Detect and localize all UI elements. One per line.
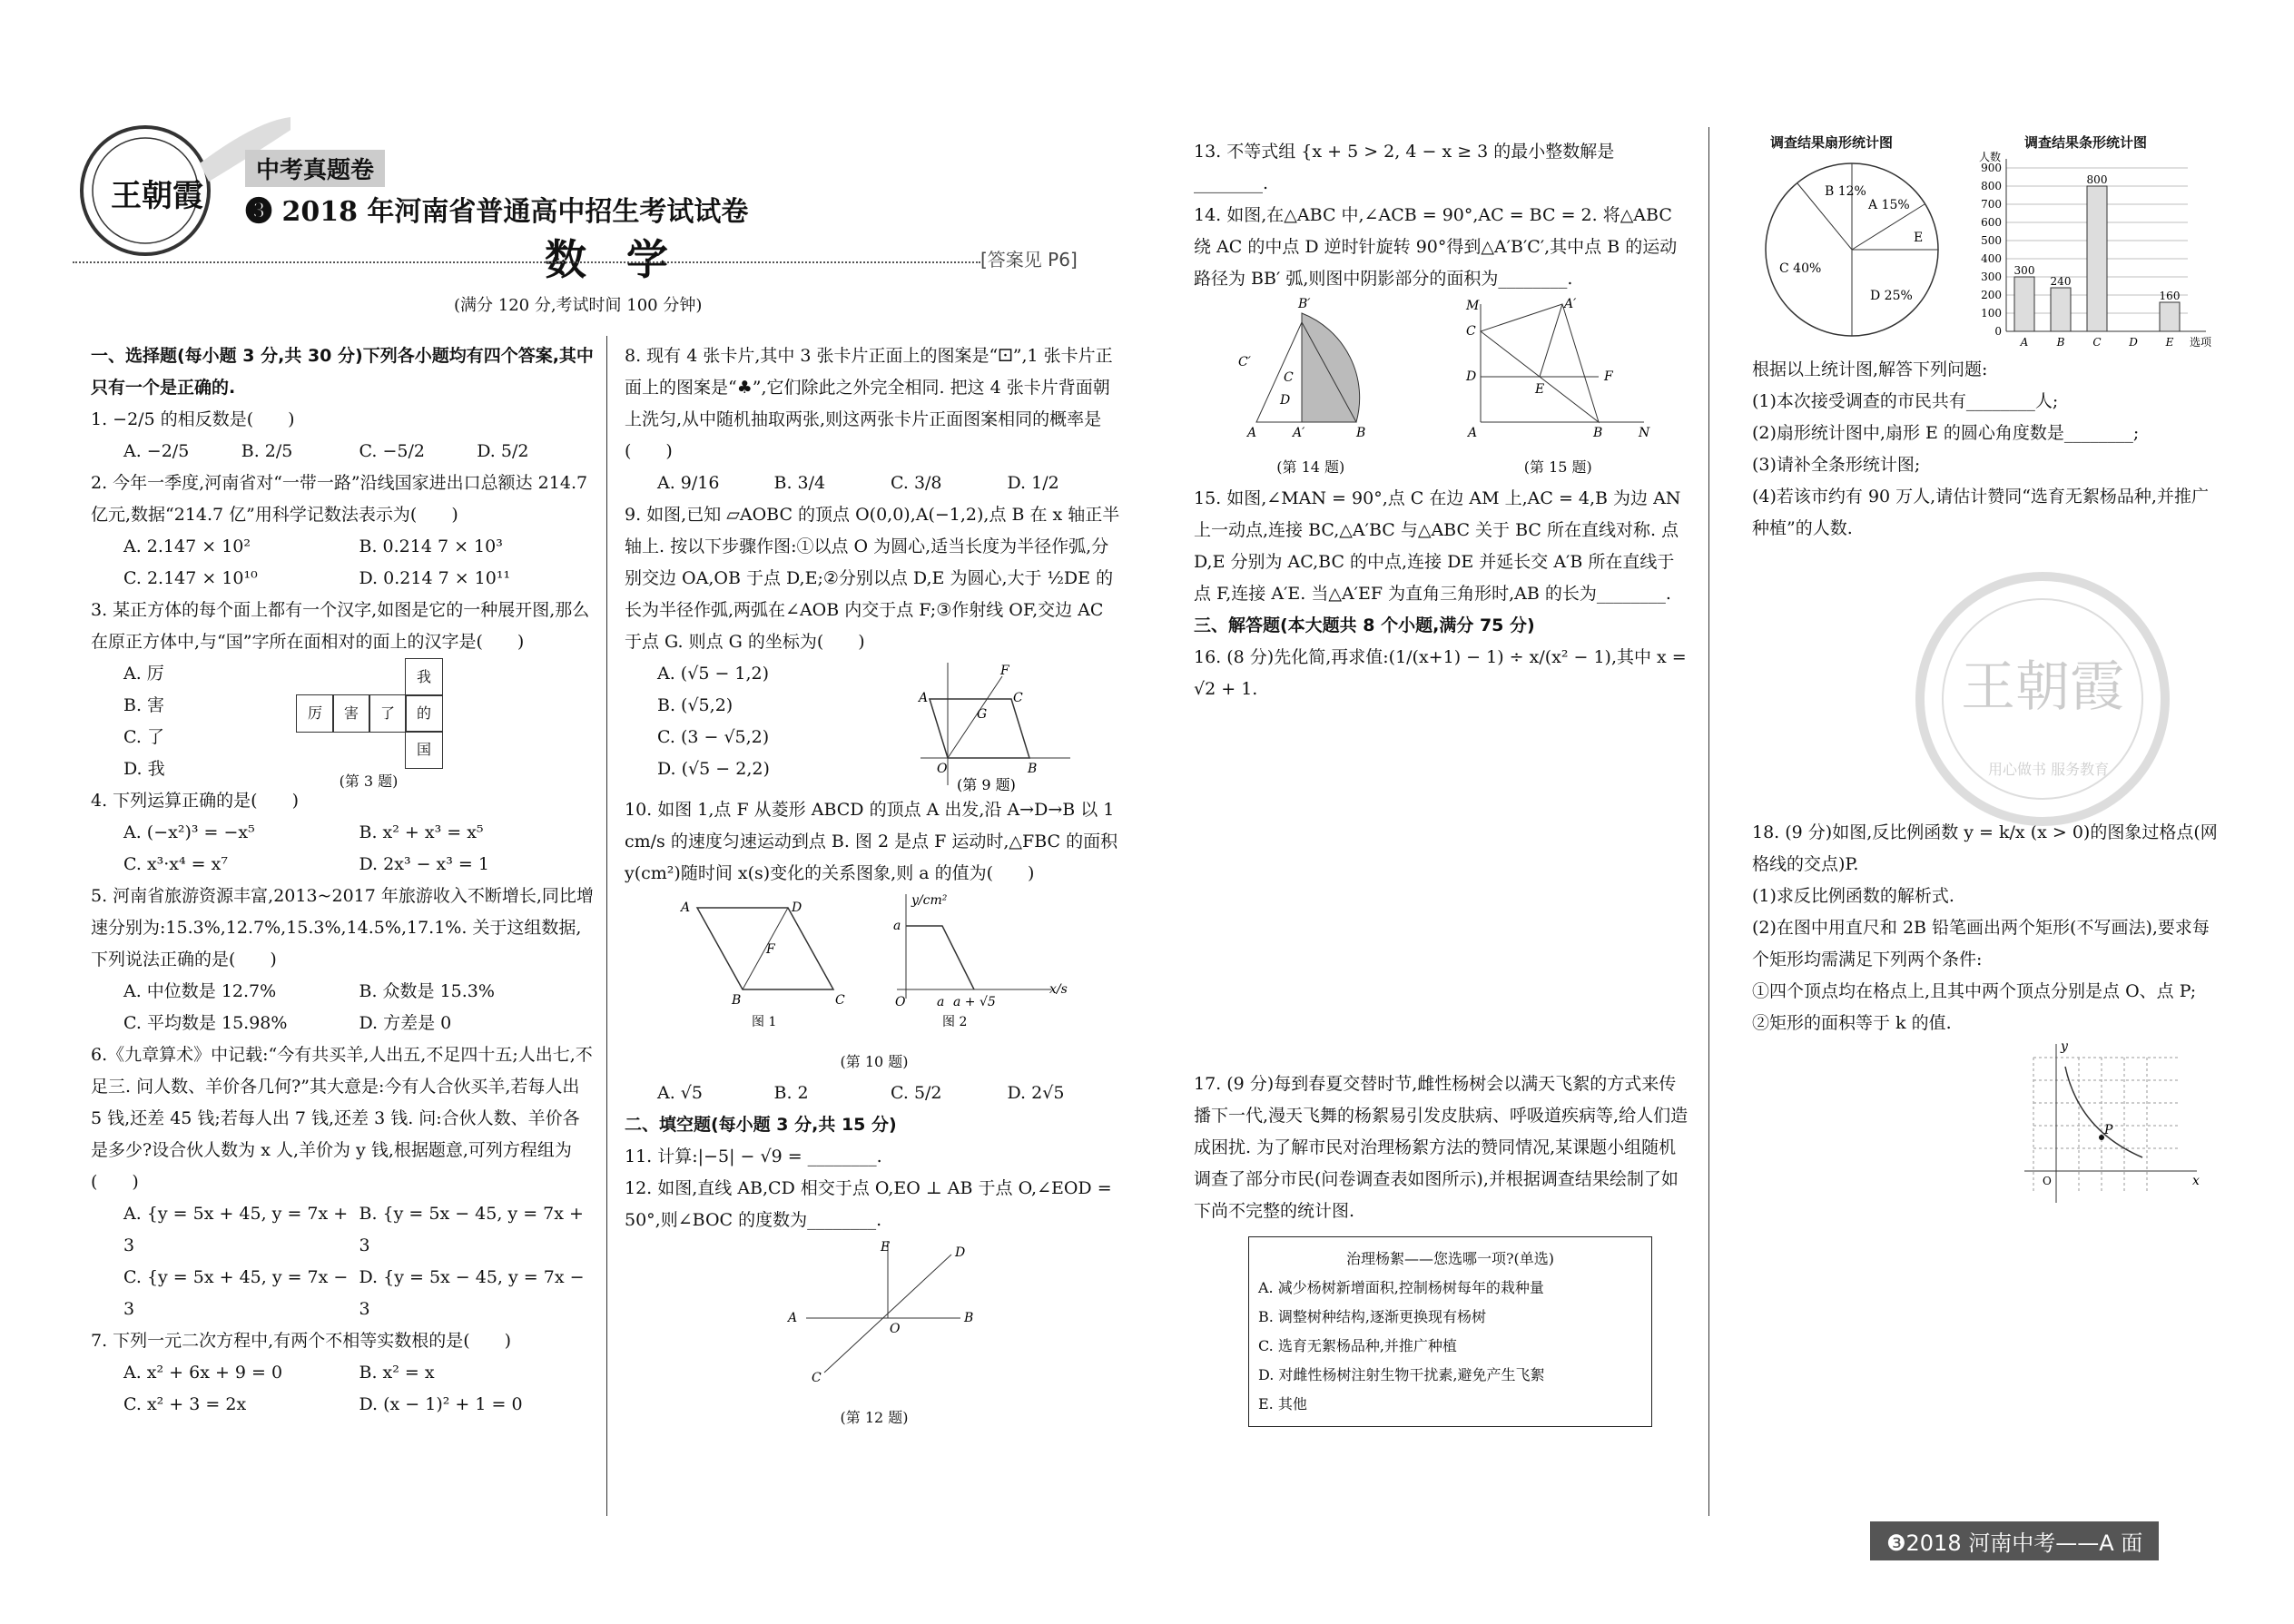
svg-text:D: D: [1466, 369, 1477, 384]
option: D. 方差是 0: [359, 1013, 452, 1033]
svg-text:B: B: [732, 993, 742, 1008]
question-14: 14. 如图,在△ABC 中,∠ACB = 90°,AC = BC = 2. 将△ABC 绕 AC 的中点 D 逆时针旋转 90°得到△A′B′C′,其中点 B 的运动路径为 BB′ 弧,则图中阴影部分的面积为________.: [1194, 205, 1678, 289]
option: B. 众数是 15.3%: [359, 981, 495, 1001]
option: C. 3/8: [891, 473, 942, 493]
option: A. 2.147 × 10²: [123, 536, 251, 556]
svg-text:A: A: [1468, 426, 1478, 440]
option: C. 2.147 × 10¹⁰: [123, 568, 258, 588]
option: D. 0.214 7 × 10¹¹: [359, 568, 511, 588]
x-tick-label: B: [2056, 336, 2065, 349]
option: D. (x − 1)² + 1 = 0: [359, 1394, 523, 1414]
cube-cell: 国: [405, 731, 443, 769]
sub-question-2: (2)扇形统计图中,扇形 E 的圆心角度数是________;: [1752, 423, 2140, 443]
question-18-condition-2: ②矩形的面积等于 k 的值.: [1752, 1013, 1952, 1033]
survey-item: E. 其他: [1258, 1395, 1307, 1412]
question-12-figure: [625, 1236, 1115, 1391]
page-footer: ❸2018 河南中考——A 面: [1870, 1521, 2159, 1560]
svg-text:x/s: x/s: [1049, 982, 1068, 997]
bar-title: 调查结果条形统计图: [2024, 134, 2148, 151]
svg-text:O: O: [895, 995, 906, 1009]
x-axis-label: 选项: [2190, 336, 2212, 349]
option: A. {y = 5x + 45, y = 7x + 3: [123, 1204, 349, 1255]
option: D. 1/2: [1007, 473, 1059, 493]
svg-text:A: A: [919, 691, 929, 705]
divider-1: [606, 336, 607, 1516]
question-8: 8. 现有 4 张卡片,其中 3 张卡片正面上的图案是“⚀”,1 张卡片正面上的图案是“♣”,它们除此之外完全相同. 把这 4 张卡片背面朝上洗匀,从中随机抽取两张,则这两张卡片正面图案相同的概率是( ): [625, 346, 1113, 461]
option: A. −2/5: [123, 441, 190, 461]
question-3: 3. 某正方体的每个面上都有一个汉字,如图是它的一种展开图,那么在原正方体中,与“国”字所在面相对的面上的汉字是( ): [91, 600, 590, 652]
figure-caption: (第 3 题): [339, 773, 399, 790]
svg-text:F: F: [1604, 369, 1613, 384]
badge: 中考真题卷: [245, 150, 385, 187]
option: A. √5: [657, 1083, 703, 1103]
x-tick-label: D: [2129, 336, 2138, 349]
column-3: [1194, 136, 1689, 1427]
svg-text:D: D: [792, 901, 802, 915]
svg-text:a: a: [937, 995, 945, 1009]
pie-label: D 25%: [1870, 289, 1913, 303]
svg-text:M: M: [1466, 299, 1480, 313]
cube-cell: 我: [405, 658, 443, 696]
question-14-figure: [1229, 295, 1393, 440]
exam-meta: (满分 120 分,考试时间 100 分钟): [454, 296, 703, 315]
question-1: 1. −2/5 的相反数是( ): [91, 409, 295, 429]
option: B. 2/5: [241, 441, 293, 461]
svg-text:A′: A′: [1292, 426, 1305, 440]
svg-text:A′: A′: [1564, 297, 1577, 311]
bar-value-label: 160: [2159, 290, 2181, 302]
y-axis-label: 人数: [1979, 151, 2002, 163]
svg-text:C: C: [1283, 370, 1294, 385]
figure-caption: (第 10 题): [840, 1053, 909, 1070]
x-tick-label: E: [2165, 336, 2174, 349]
column-4: [1752, 127, 2224, 1223]
section-3-title: 三、解答题(本大题共 8 个小题,满分 75 分): [1194, 615, 1535, 635]
option: C. x² + 3 = 2x: [123, 1394, 247, 1414]
exam-title: [245, 189, 748, 229]
header: [73, 100, 1153, 315]
option: D. (√5 − 2,2): [657, 759, 770, 779]
bar-value-label: 300: [2013, 264, 2035, 277]
question-17: 17. (9 分)每到春夏交替时节,雌性杨树会以满天飞絮的方式来传播下一代,漫天飞舞的杨絮易引发皮肤病、呼吸道疾病等,给人们造成困扰. 为了解市民对治理杨絮方法的赞同情况,某课题小组随机调查了部分市民(问卷调查表如图所示),并根据调查结果绘制了如下尚不完整的统计图.: [1194, 1074, 1689, 1221]
watermark-subtext: 用心做书 服务教育: [1988, 761, 2110, 778]
y-tick-label: 900: [1981, 162, 2002, 174]
y-tick-label: 500: [1981, 234, 2002, 247]
svg-text:O: O: [937, 762, 948, 776]
question-16: 16. (8 分)先化简,再求值:(1/(x+1) − 1) ÷ x/(x² − 1),其中 x = √2 + 1.: [1194, 647, 1687, 699]
survey-item: C. 选育无絮杨品种,并推广种植: [1258, 1337, 1457, 1354]
pie-label: A 15%: [1868, 198, 1910, 212]
option: C. 5/2: [891, 1083, 942, 1103]
option: A. 中位数是 12.7%: [123, 981, 277, 1001]
section-1-title: 一、选择题(每小题 3 分,共 30 分)下列各小题均有四个答案,其中只有一个是正确的.: [91, 346, 594, 398]
y-tick-label: 100: [1981, 307, 2002, 320]
logo-text: 王朝霞: [111, 178, 203, 214]
svg-text:a: a: [893, 919, 901, 933]
pie-label: B 12%: [1825, 184, 1866, 199]
option: B. 0.214 7 × 10³: [359, 536, 503, 556]
svg-text:G: G: [977, 707, 988, 722]
y-tick-label: 800: [1981, 180, 2002, 192]
question-11: 11. 计算:|−5| − √9 = ________.: [625, 1147, 882, 1166]
figure-caption: 图 1: [752, 1015, 777, 1029]
option: B. 2: [773, 1083, 809, 1103]
figure-caption: (第 14 题): [1276, 458, 1345, 476]
figure-caption: (第 9 题): [957, 776, 1016, 793]
answer-space: [1194, 705, 1689, 1068]
section-2-title: 二、填空题(每小题 3 分,共 15 分): [625, 1115, 897, 1135]
svg-text:B′: B′: [1297, 297, 1311, 311]
column-1: [91, 340, 595, 1421]
question-10: 10. 如图 1,点 F 从菱形 ABCD 的顶点 A 出发,沿 A→D→B 以 1 cm/s 的速度匀速运动到点 B. 图 2 是点 F 运动时,△FBC 的面积 y(cm²)随时间 x(s)变化的关系图象,则 a 的值为( ): [625, 800, 1118, 883]
option: A. 厉: [123, 664, 164, 684]
watermark-area: [1752, 545, 2224, 817]
svg-text:C′: C′: [1237, 355, 1251, 369]
svg-text:y/cm²: y/cm²: [911, 893, 948, 908]
svg-text:F: F: [1000, 664, 1009, 678]
question-15: 15. 如图,∠MAN = 90°,点 C 在边 AM 上,AC = 4,B 为边 AN 上一动点,连接 BC,△A′BC 与△ABC 关于 BC 所在直线对称. 点 D,E 分别为 AC,BC 的中点,连接 DE 并延长交 A′B 所在直线于点 F,连接 A′E. 当△A′EF 为直角三角形时,AB 的长为________.: [1194, 488, 1681, 604]
svg-text:E: E: [1535, 382, 1545, 397]
divider-3: [1708, 127, 1709, 1516]
question-2-options: [91, 531, 595, 563]
exam-number: ❸: [245, 196, 272, 228]
survey-item: D. 对雌性杨树注射生物干扰素,避免产生飞絮: [1258, 1366, 1545, 1383]
question-18-grid-figure: [2015, 1039, 2206, 1212]
bar: [2014, 277, 2034, 331]
column-2: [625, 340, 1124, 1433]
pie-title: 调查结果扇形统计图: [1770, 134, 1894, 151]
sub-question-1: (1)本次接受调查的市民共有________人;: [1752, 391, 2059, 411]
cube-cell: 了: [369, 694, 407, 733]
svg-text:C: C: [1466, 324, 1476, 339]
option: C. x³·x⁴ = x⁷: [123, 854, 228, 874]
x-tick-label: A: [2020, 336, 2029, 349]
svg-text:O: O: [2043, 1175, 2052, 1187]
option: A. (√5 − 1,2): [657, 664, 770, 684]
question-18: 18. (9 分)如图,反比例函数 y = k/x (x > 0)的图象过格点(网格线的交点)P.: [1752, 822, 2218, 874]
option: C. −5/2: [359, 441, 425, 461]
svg-text:C: C: [1013, 691, 1023, 705]
svg-text:N: N: [1639, 426, 1650, 440]
question-1-options: [91, 436, 595, 468]
option: D. 5/2: [477, 441, 529, 461]
answer-ref: [答案见 P6]: [980, 249, 1078, 271]
header-divider: [73, 261, 980, 263]
question-9: 9. 如图,已知 ▱AOBC 的顶点 O(0,0),A(−1,2),点 B 在 x 轴正半轴上. 按以下步骤作图:①以点 O 为圆心,适当长度为半径作弧,分别交边 OA,OB 于点 D,E;②分别以点 D,E 为圆心,大于 ½DE 的长为半径作弧,两弧在∠AOB 内交于点 F;③作射线 OF,交边 AC 于点 G. 则点 G 的坐标为( ): [625, 505, 1120, 652]
survey-item: B. 调整树种结构,逐渐更换现有杨树: [1258, 1308, 1487, 1325]
option: D. {y = 5x − 45, y = 7x − 3: [359, 1267, 585, 1319]
survey-item: A. 减少杨树新增面积,控制杨树每年的栽种量: [1258, 1279, 1544, 1296]
bar: [2051, 288, 2071, 331]
svg-text:F: F: [766, 942, 775, 957]
pie-chart: [1761, 154, 1943, 345]
question-2: 2. 今年一季度,河南省对“一带一路”沿线国家进出口总额达 214.7 亿元,数据“214.7 亿”用科学记数法表示为( ): [91, 473, 588, 525]
svg-text:D: D: [1279, 393, 1290, 408]
question-9-figure: [911, 658, 1075, 794]
option: B. {y = 5x − 45, y = 7x + 3: [359, 1204, 584, 1255]
survey-title: 治理杨絮——您选哪一项?(单选): [1345, 1250, 1555, 1267]
bar: [2160, 302, 2180, 331]
sub-question-3: (3)请补全条形统计图;: [1752, 455, 1921, 475]
y-tick-label: 300: [1981, 271, 2002, 283]
svg-text:O: O: [890, 1322, 901, 1336]
svg-text:x: x: [2192, 1174, 2200, 1188]
option: A. (−x²)³ = −x⁵: [123, 822, 255, 842]
question-12: 12. 如图,直线 AB,CD 相交于点 O,EO ⊥ AB 于点 O,∠EOD = 50°,则∠BOC 的度数为________.: [625, 1178, 1112, 1230]
svg-text:y: y: [2061, 1039, 2068, 1054]
exam-title-text: 2018 年河南省普通高中招生考试试卷: [281, 196, 749, 228]
svg-text:B: B: [1028, 762, 1038, 776]
x-tick-label: C: [2092, 336, 2102, 349]
svg-text:E: E: [881, 1240, 891, 1255]
watermark-text: 王朝霞: [1961, 655, 2124, 719]
option: D. 2√5: [1007, 1083, 1065, 1103]
svg-text:D: D: [955, 1245, 966, 1260]
option: C. {y = 5x + 45, y = 7x − 3: [123, 1267, 349, 1319]
svg-text:a + √5: a + √5: [953, 995, 996, 1009]
figure-caption: (第 12 题): [840, 1409, 909, 1426]
y-tick-label: 200: [1981, 289, 2002, 301]
question-18-part-2: (2)在图中用直尺和 2B 铅笔画出两个矩形(不写画法),要求每个矩形均需满足下列两个条件:: [1752, 918, 2210, 969]
stats-intro: 根据以上统计图,解答下列问题:: [1752, 359, 1988, 379]
svg-text:A: A: [681, 901, 691, 915]
y-tick-label: 400: [1981, 252, 2002, 265]
pie-label: C 40%: [1779, 261, 1822, 276]
option: B. x² + x³ = x⁵: [359, 822, 484, 842]
question-18-condition-1: ①四个顶点均在格点上,且其中两个顶点分别是点 O、点 P;: [1752, 981, 2197, 1001]
svg-text:A: A: [1246, 426, 1256, 440]
svg-text:C: C: [835, 993, 845, 1008]
option: D. 我: [123, 759, 165, 779]
option: C. 了: [123, 727, 164, 747]
question-13: 13. 不等式组 {x + 5 > 2, 4 − x ≥ 3 的最小整数解是 ________.: [1194, 142, 1615, 193]
svg-text:A: A: [788, 1311, 798, 1325]
bar-value-label: 800: [2086, 173, 2108, 186]
cube-cell: 厉: [296, 694, 334, 733]
bar-chart: [1970, 145, 2224, 359]
option: B. 害: [123, 695, 165, 715]
option: D. 2x³ − x³ = 1: [359, 854, 489, 874]
option: A. 9/16: [657, 473, 720, 493]
cube-cell: 的: [405, 694, 443, 733]
option: B. 3/4: [773, 473, 826, 493]
y-tick-label: 700: [1981, 198, 2002, 211]
cube-net-figure: [241, 658, 514, 790]
option: B. (√5,2): [657, 695, 733, 715]
question-6: 6.《九章算术》中记载:“今有共买羊,人出五,不足四十五;人出七,不足三. 问人数、羊价各几何?”其大意是:今有人合伙买羊,若每人出 5 钱,还差 45 钱;若每人出 7 钱,还差 3 钱. 问:合伙人数、羊价各是多少?设合伙人数为 x 人,羊价为 y 钱,根据题意,可列方程组为( ): [91, 1045, 593, 1192]
option: C. (3 − √5,2): [657, 727, 770, 747]
svg-text:B: B: [1593, 426, 1603, 440]
pie-label: E: [1914, 231, 1924, 245]
svg-text:P: P: [2104, 1123, 2113, 1137]
svg-text:C: C: [812, 1371, 822, 1385]
question-15-figure: [1462, 295, 1653, 440]
question-7: 7. 下列一元二次方程中,有两个不相等实数根的是( ): [91, 1331, 512, 1351]
sub-question-4: (4)若该市约有 90 万人,请估计赞同“选育无絮杨品种,并推广种植”的人数.: [1752, 487, 2209, 538]
question-5: 5. 河南省旅游资源丰富,2013~2017 年旅游收入不断增长,同比增速分别为:15.3%,12.7%,15.3%,14.5%,17.1%. 关于这组数据,下列说法正确的是( ): [91, 886, 594, 969]
svg-text:B: B: [964, 1311, 974, 1325]
y-tick-label: 0: [1994, 325, 2002, 338]
option: B. x² = x: [359, 1363, 435, 1383]
question-18-part-1: (1)求反比例函数的解析式.: [1752, 886, 1954, 906]
option: C. 平均数是 15.98%: [123, 1013, 288, 1033]
bar-value-label: 240: [2050, 275, 2072, 288]
subject: 数 学: [545, 235, 682, 284]
bar: [2087, 186, 2107, 331]
svg-text:B: B: [1355, 426, 1366, 440]
survey-box: [1248, 1236, 1652, 1427]
question-4: 4. 下列运算正确的是( ): [91, 791, 299, 811]
question-10-figure: [625, 890, 1115, 1035]
y-tick-label: 600: [1981, 216, 2002, 229]
figure-caption: 图 2: [942, 1015, 968, 1029]
figure-caption: (第 15 题): [1523, 458, 1592, 476]
option: A. x² + 6x + 9 = 0: [123, 1363, 283, 1383]
cube-cell: 害: [332, 694, 370, 733]
